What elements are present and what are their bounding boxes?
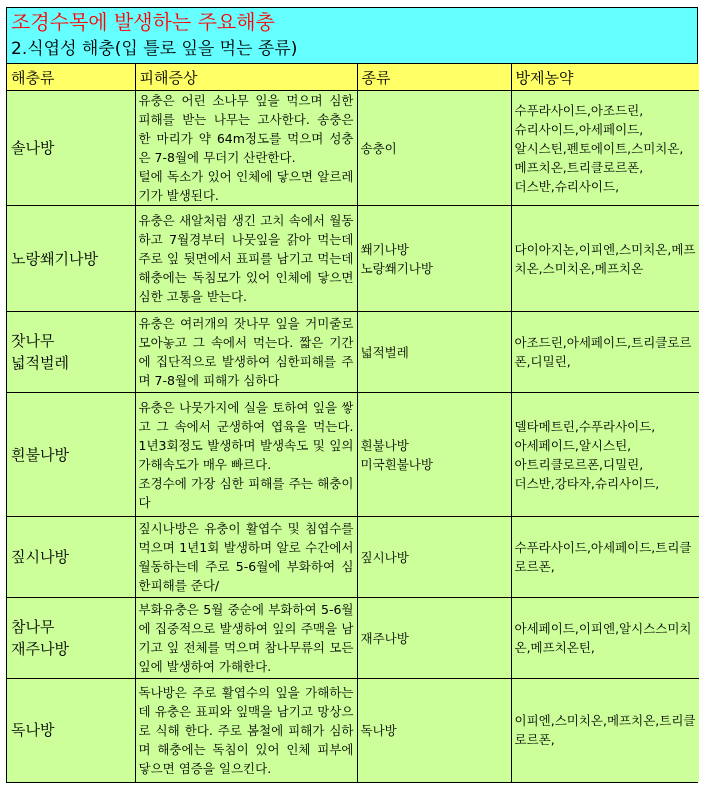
title-block: [7, 8, 697, 64]
pesticide-list: 다이아지논,이피엔,스미치온,메프치온,스미치온,메프치온: [511, 206, 699, 312]
pest-name: 독나방: [7, 679, 135, 782]
pesticide-list: 이피엔,스미치온,메프치온,트리클로르폰,: [511, 679, 699, 782]
page-title: 조경수목에 발생하는 주요해충: [11, 10, 275, 34]
pest-name: 짚시나방: [7, 517, 135, 598]
pest-species: 흰불나방 미국흰불나방: [357, 393, 511, 517]
pest-name: 흰불나방: [7, 393, 135, 517]
table-row: [7, 679, 699, 782]
pesticide-list: 델타메트린,수푸라사이드, 아세페이드,알시스틴, 아트리클로르폰,디밀린, 더스반,강타자,슈리사이드,: [511, 393, 699, 517]
damage-symptom: 유충은 여러개의 잣나무 잎을 거미줄로 모아놓고 그 속에서 먹는다. 짧은 기간에 집단적으로 발생하여 심한피해를 주며 7-8월에 피해가 심하다: [135, 312, 357, 393]
pesticide-list: 수푸라사이드,아세페이드,트리클로르폰,: [511, 517, 699, 598]
pesticide-list: 아세페이드,이피엔,알시스스미치온,메프치온틴,: [511, 598, 699, 679]
table-row: [7, 206, 699, 312]
damage-symptom: 독나방은 주로 활엽수의 잎을 가해하는데 유충은 표피와 잎맥을 남기고 망상으로 식해 한다. 주로 봄철에 피해가 심하며 해충에는 독침이 있어 인체 피부에 닿으면 염증을 일으킨다.: [135, 679, 357, 782]
pesticide-list: 아조드린,아세페이드,트리클로르폰,디밀린,: [511, 312, 699, 393]
pest-species: 넓적벌레: [357, 312, 511, 393]
pest-species: 쐐기나방 노랑쐐기나방: [357, 206, 511, 312]
header-pest: 해충류: [7, 64, 135, 91]
pest-document: [6, 7, 698, 783]
table-row: [7, 393, 699, 517]
header-pesticide: 방제농약: [511, 64, 699, 91]
pest-species: 독나방: [357, 679, 511, 782]
table-row: [7, 91, 699, 206]
damage-symptom: 부화유충은 5월 중순에 부화하여 5-6월에 집중적으로 발생하여 잎의 주맥을 남기고 잎 전체를 먹으며 참나무류의 모든 잎에 발생하여 가해한다.: [135, 598, 357, 679]
pest-name: 잣나무 넓적벌레: [7, 312, 135, 393]
damage-symptom: 유충은 나뭇가지에 실을 토하여 잎을 쌓고 그 속에서 군생하여 엽육을 먹는다. 1년3회정도 발생하며 발생속도 및 잎의 가해속도가 매우 빠르다. 조경수에 가장 심한 피해를 주는 해충이다: [135, 393, 357, 517]
pest-species: 재주나방: [357, 598, 511, 679]
table-row: [7, 517, 699, 598]
pest-name: 노랑쐐기나방: [7, 206, 135, 312]
pest-species: 송충이: [357, 91, 511, 206]
pest-name: 참나무 재주나방: [7, 598, 135, 679]
pesticide-list: 수푸라사이드,아조드린, 슈리사이드,아세페이드, 알시스틴,펜토에이트,스미치온, 메프치온,트리클로르폰, 더스반,슈리사이드,: [511, 91, 699, 206]
pest-table: [7, 64, 699, 782]
page-subtitle: 2.식엽성 해충(입 틀로 잎을 먹는 종류): [11, 39, 298, 59]
damage-symptom: 유충은 새알처럼 생긴 고치 속에서 월동하고 7월경부터 나뭇잎을 갉아 먹는데 주로 잎 뒷면에서 표피를 남기고 먹는데 해충에는 독침모가 있어 인체에 닿으면 심한 고통을 받는다.: [135, 206, 357, 312]
table-row: [7, 598, 699, 679]
damage-symptom: 유충은 어린 소나무 잎을 먹으며 심한 피해를 받는 나무는 고사한다. 송충은 한 마리가 약 64m정도를 먹으며 성충은 7-8월에 무더기 산란한다. 털에 독소가 있어 인체에 닿으면 알르레기가 발생된다.: [135, 91, 357, 206]
table-header-row: [7, 64, 699, 91]
damage-symptom: 짚시나방은 유충이 활엽수 및 침엽수를 먹으며 1년1회 발생하며 알로 수간에서 월동하는데 주로 5-6월에 부화하여 심한피해를 준다/: [135, 517, 357, 598]
pest-species: 짚시나방: [357, 517, 511, 598]
header-species: 종류: [357, 64, 511, 91]
pest-name: 솔나방: [7, 91, 135, 206]
header-symptom: 피해증상: [135, 64, 357, 91]
table-row: [7, 312, 699, 393]
